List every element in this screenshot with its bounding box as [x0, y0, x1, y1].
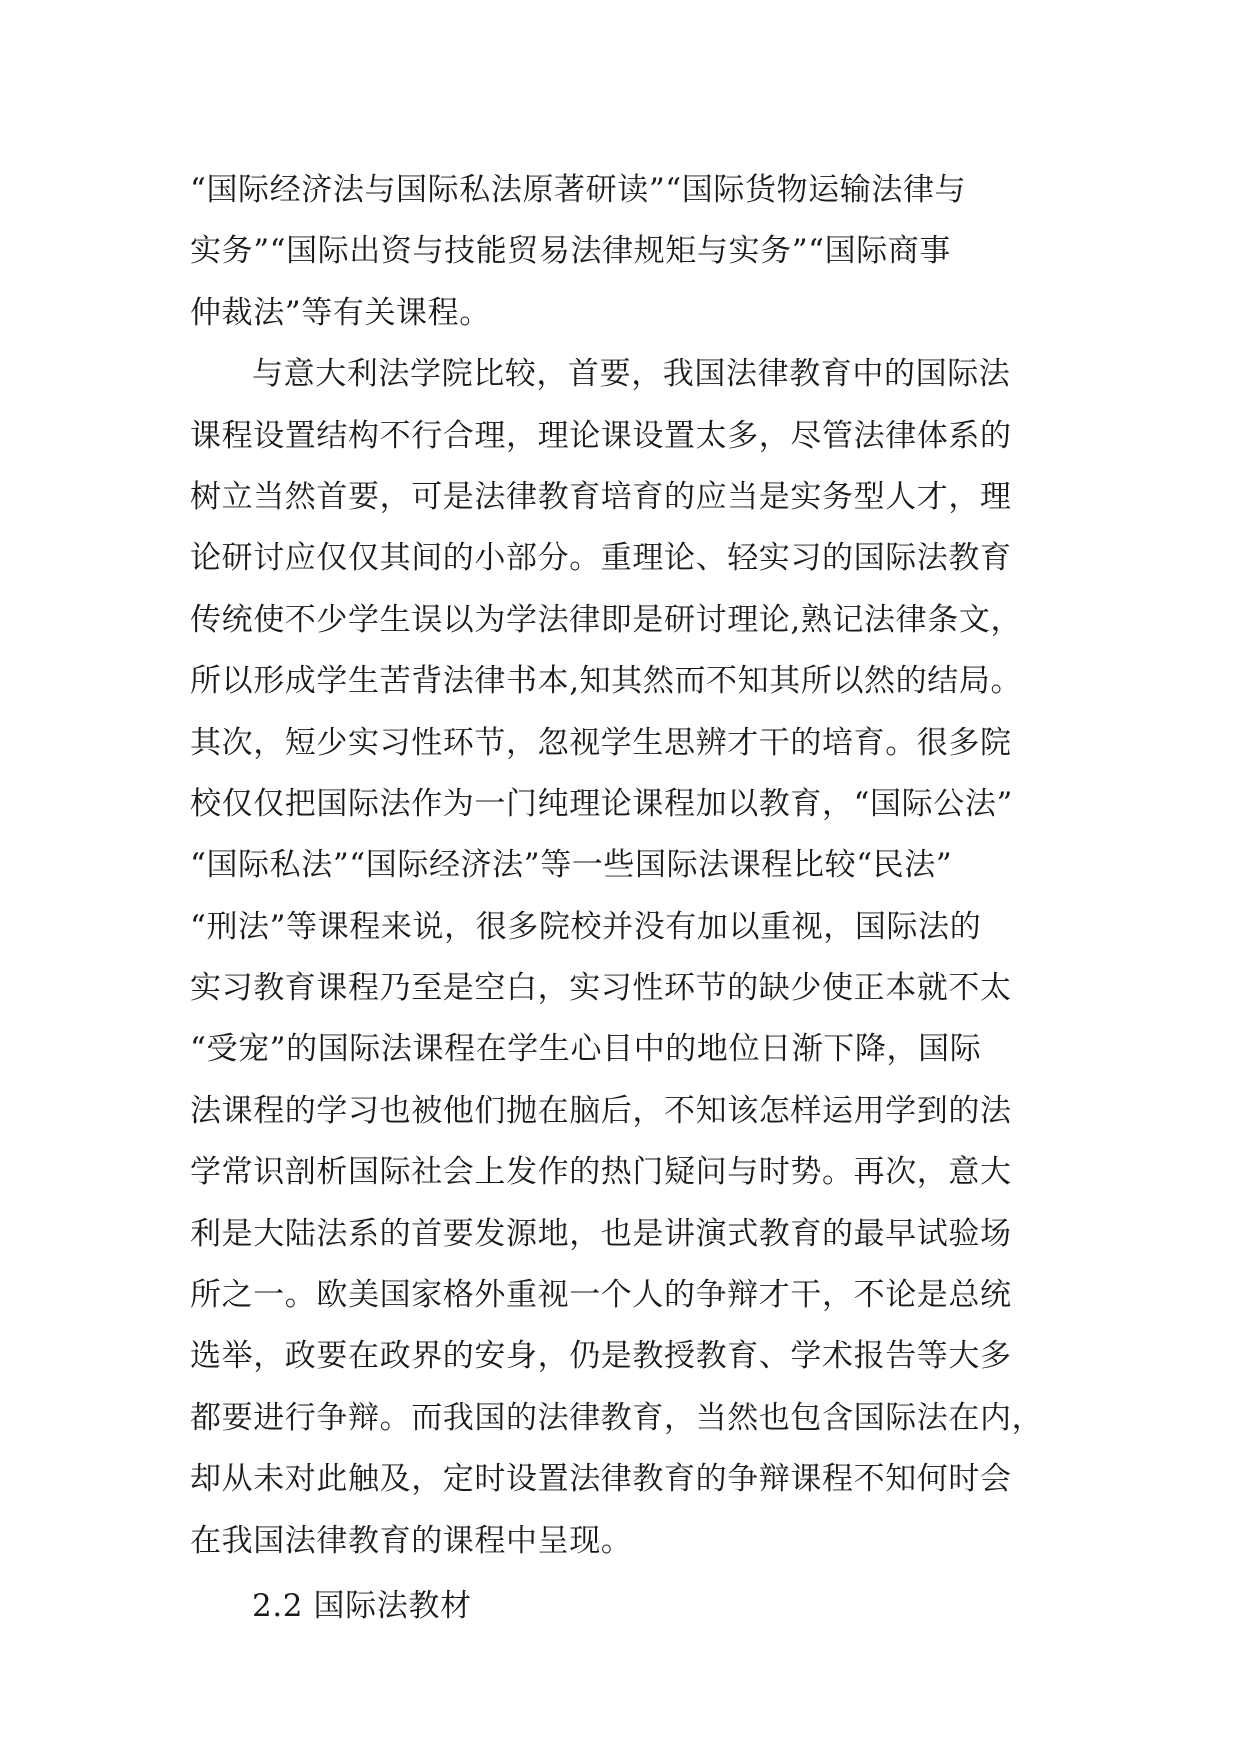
- text-line: “国际私法”“国际经济法”等一些国际法课程比较“民法”: [190, 847, 953, 884]
- text-line: 利是大陆法系的首要发源地，也是讲演式教育的最早试验场: [190, 1215, 1012, 1252]
- text-line: “受宠”的国际法课程在学生心目中的地位日渐下降，国际: [190, 1031, 982, 1068]
- text-line: 在我国法律教育的课程中呈现。: [190, 1522, 633, 1559]
- text-line: 学常识剖析国际社会上发作的热门疑问与时势。再次，意大: [190, 1154, 1012, 1191]
- text-line: 仲裁法”等有关课程。: [190, 294, 491, 331]
- text-line: “刑法”等课程来说，很多院校并没有加以重视，国际法的: [190, 908, 982, 945]
- text-line: 法课程的学习也被他们抛在脑后，不知该怎样运用学到的法: [190, 1092, 1012, 1129]
- paragraph-1: [190, 160, 1090, 344]
- text-line: “国际经济法与国际私法原著研读”“国际货物运输法律与: [190, 172, 967, 208]
- text-line: 所之一。欧美国家格外重视一个人的争辩才干，不论是总统: [190, 1277, 1012, 1314]
- section-heading: 2.2 国际法教材: [252, 1587, 472, 1624]
- paragraph-2: [190, 344, 1090, 1572]
- text-line: 都要进行争辩。而我国的法律教育，当然也包含国际法在内，: [190, 1399, 1044, 1436]
- body-text: [190, 160, 1090, 1637]
- text-line: 其次，短少实习性环节，忽视学生思辨才干的培育。很多院: [190, 724, 1012, 761]
- text-line: 传统使不少学生误以为学法律即是研讨理论,熟记法律条文，: [190, 601, 1023, 638]
- text-line: 树立当然首要，可是法律教育培育的应当是实务型人才，理: [190, 478, 1012, 515]
- text-line: 所以形成学生苦背法律书本,知其然而不知其所以然的结局。: [190, 663, 1023, 700]
- section-heading-block: [190, 1576, 1090, 1637]
- text-line: 实习教育课程乃至是空白，实习性环节的缺少使正本就不太: [190, 970, 1012, 1007]
- text-line: 与意大利法学院比较，首要，我国法律教育中的国际法: [252, 356, 1011, 393]
- text-line: 校仅仅把国际法作为一门纯理论课程加以教育，“国际公法”: [190, 785, 1013, 822]
- text-line: 论研讨应仅仅其间的小部分。重理论、轻实习的国际法教育: [190, 540, 1012, 577]
- text-line: 实务”“国际出资与技能贸易法律规矩与实务”“国际商事: [190, 233, 951, 270]
- text-line: 却从未对此触及，定时设置法律教育的争辩课程不知何时会: [190, 1461, 1012, 1498]
- text-line: 选举，政要在政界的安身，仍是教授教育、学术报告等大多: [190, 1338, 1012, 1375]
- text-line: 课程设置结构不行合理，理论课设置太多，尽管法律体系的: [190, 417, 1012, 454]
